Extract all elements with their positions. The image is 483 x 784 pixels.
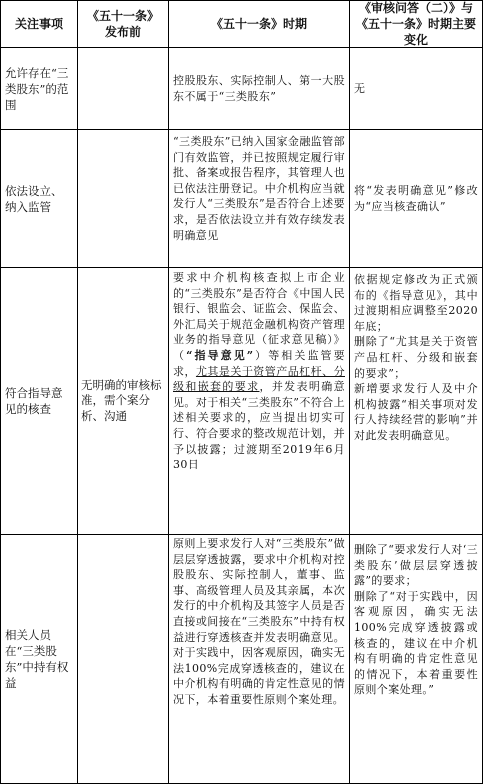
- row2-change: 将“发表明确意见”修改为“应当核查确认”: [354, 183, 478, 213]
- row2-during: “三类股东”已纳入国家金融监管部门有效监管，并已按照规定履行审批、备案或报告程序，其管理人也已依法注册登记。中介机构应当就发行人“三类股东”是否符合上述要求，是否依法设立并有效存续发表明确意见: [173, 135, 345, 242]
- row3-before: 无明确的审核标准，需个案分析、沟通: [81, 377, 162, 423]
- row3-topic: 符合指导意见的核查: [5, 386, 63, 416]
- row3-change-item-3: 新增要求发行人及中介机构披露“相关事项对发行人持续经营的影响”并对此发表明确意见。: [354, 382, 478, 442]
- row1-change: 无: [354, 81, 366, 95]
- row3-during: [169, 269, 349, 534]
- header-during: 《五十一条》时期: [210, 17, 307, 31]
- header-before: 《五十一条》发布前: [86, 9, 159, 39]
- row3-change-item-1: 依据规定修改为正式颁布的《指导意见》，其中过渡期相应调整至2020年底；: [354, 273, 478, 333]
- row3-during-underlined: 尤其是关于资管产品杠杆、分级和嵌套的要求: [173, 364, 345, 394]
- header-changes: 《审核问答（二）》与《五十一条》时期主要变化: [356, 1, 477, 47]
- row3-during-term: “指导意见”: [186, 348, 254, 362]
- row1-during: 控股股东、实际控制人、第一大股东不属于“三类股东”: [173, 73, 345, 103]
- header-topic: 关注事项: [14, 17, 63, 31]
- row4-change: [350, 537, 482, 783]
- row3-change: [350, 269, 482, 534]
- row2-topic: 依法设立、纳入监管: [5, 183, 63, 214]
- row4-change-item-2: 删除了“对于实践中，因客观原因，确实无法100%完成穿透披露或核查的，建议在中介机构有明确的肯定性意见的情况下，本着重要性原则个案处理。”: [354, 589, 478, 697]
- row1-topic: 允许存在“三类股东”的范围: [5, 65, 69, 112]
- row3-during-text-c: ，并发表明确意见。对于相关“三类股东”不符合上述相关要求的，应当提出切实可行、符合要求的整改规范计划，并予以披露；过渡期至2019年6月30日: [173, 380, 345, 472]
- row4-during: 原则上要求发行人对“三类股东”做层层穿透披露，要求中介机构对控股股东、实际控制人，董事、监事、高级管理人员及其亲属，本次发行的中介机构及其签字人员是否直接或间接在“三类股东”中持有权益进行穿透核查并发表明确意见。对于实践中，因客观原因，确实无法100%完成穿透核查的，建议在中介机构有明确的肯定性意见的情况下，本着重要性原则个案处理。: [173, 537, 345, 706]
- row3-during-text-a: 要求中介机构核查拟上市企业的“三类股东”是否符合《中国人民银行、银监会、证监会、保监会、外汇局关于规范金融机构资产管理业务的指导意见（征求意见稿）》（: [173, 271, 345, 362]
- row4-topic: 相关人员在“三类股东”中持有权益: [5, 628, 69, 690]
- row3-during-text-b: ）等相关监管要求，: [173, 348, 345, 378]
- row3-change-item-2: 删除了“尤其是关于资管产品杠杆、分级和嵌套的要求”；: [354, 335, 478, 380]
- row4-change-item-1: 删除了“要求发行人对‘三类股东’做层层穿透披露”的要求；: [354, 543, 478, 588]
